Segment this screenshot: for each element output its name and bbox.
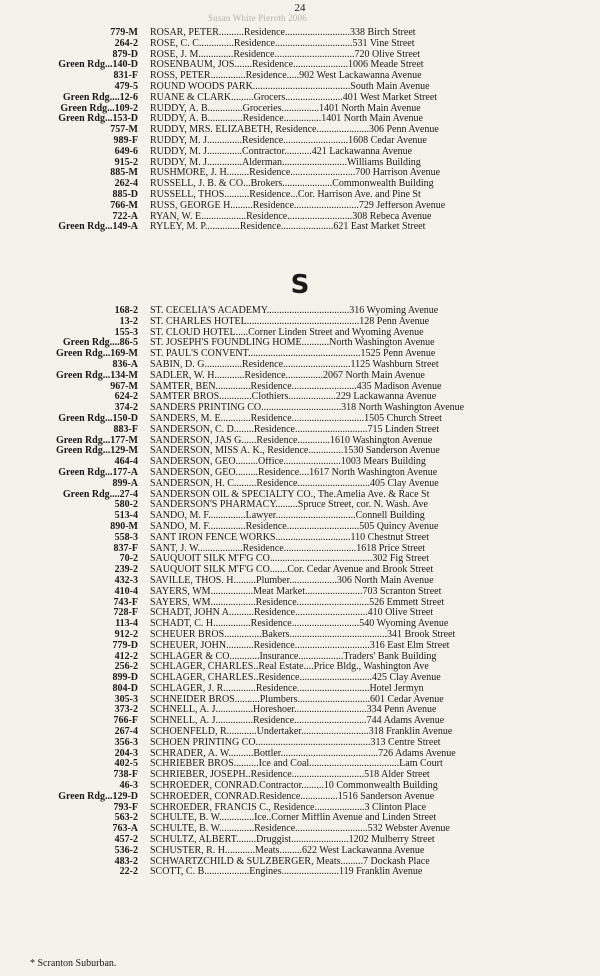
page-number: 24 <box>294 2 306 14</box>
phone-number: 204-3 <box>114 747 138 759</box>
listing-text: ROSAR, PETER..........Residence..........................338 Birch Street <box>150 28 416 38</box>
phone-number: Green Rdg...169-M <box>55 348 138 360</box>
directory-row <box>0 619 600 630</box>
listing-text: SCOTT, C. B..................Engines.......................119 Franklin Avenue <box>150 867 423 878</box>
directory-row <box>0 759 600 770</box>
phone-number: Green Rdg....27-4 <box>62 488 138 500</box>
phone-number: 155-3 <box>114 326 138 338</box>
listing-text: ST. CECELIA'S ACADEMY.................................316 Wyoming Avenue <box>150 306 439 316</box>
directory-row <box>0 576 600 587</box>
directory-row <box>0 608 600 619</box>
phone-number: 168-2 <box>114 305 138 316</box>
phone-number: 479-5 <box>114 80 138 92</box>
phone-number: 264-2 <box>114 37 138 49</box>
phone-number: 558-3 <box>114 531 138 543</box>
directory-row <box>0 641 600 652</box>
phone-number: 779-M <box>110 27 138 38</box>
directory-row <box>0 662 600 673</box>
watermark: Susan White Pieroth 2006 <box>208 13 307 23</box>
listing-text: SCHRIEBER, JOSEPH..Residence.............................518 Alder Street <box>150 770 430 781</box>
directory-row <box>0 738 600 749</box>
listing-text: SCHNELL, A. J...............Horeshoer.............................334 Penn Avenue <box>150 705 437 716</box>
listing-text: SCHEUER BROS...............Bakers.......................................341 Brook Street <box>150 629 456 640</box>
listing-text: SANDO, M. F...............Lawyer................................Connell Building <box>150 511 425 522</box>
phone-number: 738-F <box>113 769 138 781</box>
directory-row <box>0 867 600 878</box>
listing-text: SCHUSTER, R. H............Meats.........622 West Lackawanna Avenue <box>150 845 425 856</box>
phone-number: 536-2 <box>114 844 138 856</box>
directory-row <box>0 673 600 684</box>
listing-text: SAMTER, BEN..............Residence..........................435 Madison Avenue <box>150 381 442 392</box>
phone-number: 831-F <box>113 70 138 82</box>
phone-number: 804-D <box>112 682 138 694</box>
listing-text: SCHOENFELD, R............Undertaker...........................318 Franklin Avenue <box>150 727 453 738</box>
phone-number: 743-F <box>113 596 138 608</box>
directory-row <box>0 522 600 533</box>
listing-text: SANDERS PRINTING CO................................318 North Washington Avenue <box>150 403 465 414</box>
footnote: * Scranton Suburban. <box>30 958 117 969</box>
phone-number: 649-6 <box>114 145 138 157</box>
directory-row <box>0 158 600 169</box>
phone-number: 879-D <box>112 48 138 60</box>
listing-text: ROSE, J. M..............Residence................................720 Olive Street <box>150 49 420 60</box>
directory-row <box>0 479 600 490</box>
directory-row <box>0 125 600 136</box>
listing-text: SCHNELL, A. J...............Residence.............................744 Adams Avenue <box>150 716 445 727</box>
directory-row <box>0 813 600 824</box>
listing-text: RUDDY, M. J..............Contractor...........421 Lackawanna Avenue <box>150 146 413 157</box>
directory-row <box>0 349 600 360</box>
directory-r-block <box>0 28 600 233</box>
directory-row <box>0 392 600 403</box>
listing-text: SCHOEN PRINTING CO..............................................313 Centre Street <box>150 737 441 748</box>
listing-text: SCHLAGER, CHARLES..Residence.............................425 Clay Avenue <box>150 673 441 684</box>
phone-number: Green Rdg...150-D <box>58 412 138 424</box>
directory-row <box>0 749 600 760</box>
phone-number: 373-2 <box>114 704 138 716</box>
directory-s-block <box>0 306 600 878</box>
listing-text: SAUQUOIT SILK M'F'G CO.........................................302 Fig Street <box>150 554 429 565</box>
directory-row <box>0 147 600 158</box>
directory-row <box>0 803 600 814</box>
phone-number: 890-M <box>110 520 138 532</box>
listing-text: RUDDY, A. B..............Residence...............1401 North Main Avenue <box>150 114 423 125</box>
phone-number: 899-D <box>112 672 138 684</box>
phone-number: 766-F <box>113 715 138 727</box>
listing-text: SANDERSON, JAS G......Residence.............1610 Washington Avenue <box>150 435 433 446</box>
directory-row <box>0 317 600 328</box>
phone-number: 766-M <box>110 199 138 211</box>
phone-number: 885-M <box>110 167 138 179</box>
listing-text: SCHROEDER, FRANCIS C., Residence....................3 Clinton Place <box>150 802 427 813</box>
listing-text: SCHULTE, B. W..............Residence.............................532 Webster Avenue <box>150 824 450 835</box>
phone-number: 989-F <box>113 134 138 146</box>
listing-text: ROSENBAUM, JOS.......Residence......................1006 Meade Street <box>150 60 424 71</box>
listing-text: SANDERSON OIL & SPECIALTY CO., The.Amelia Ave. & Race St <box>150 489 430 500</box>
phone-number: Green Rdg...177-A <box>58 466 138 478</box>
directory-row <box>0 39 600 50</box>
listing-text: RUDDY, M. J..............Alderman..........................Williams Building <box>150 157 421 168</box>
listing-text: SCHEUER, JOHN...........Residence..............................316 East Elm Street <box>150 640 450 651</box>
listing-text: RUSS, GEORGE H.........Residence..........................729 Jefferson Avenue <box>150 200 446 211</box>
phone-number: 757-M <box>110 124 138 136</box>
directory-row <box>0 136 600 147</box>
listing-text: SAYERS, WM..................Residence.............................526 Emmett Street <box>150 597 445 608</box>
listing-text: SCHULTE, B. W..............Ice..Corner Mifflin Avenue and Linden Street <box>150 813 437 824</box>
listing-text: SANDERSON, C. D........Residence.............................715 Linden Street <box>150 424 440 435</box>
phone-number: Green Rdg....86-5 <box>62 337 138 349</box>
directory-row <box>0 382 600 393</box>
listing-text: ROSE, C. C..............Residence...............................531 Vine Street <box>150 38 415 49</box>
directory-row <box>0 695 600 706</box>
directory-row <box>0 857 600 868</box>
phone-number: 464-4 <box>114 456 138 468</box>
directory-row <box>0 222 600 233</box>
listing-text: RUSSELL, J. B. & CO...Brokers....................Commonwealth Building <box>150 179 434 190</box>
directory-row <box>0 684 600 695</box>
listing-text: SANDERSON, GEO.........Office.......................1003 Mears Building <box>150 457 426 468</box>
phone-number: 793-F <box>113 801 138 813</box>
listing-text: SCHLAGER, CHARLES..Real Estate....Price Bldg., Washington Ave <box>150 662 429 673</box>
directory-row <box>0 179 600 190</box>
listing-text: SAVILLE, THOS. H.........Plumber...................306 North Main Avenue <box>150 575 434 586</box>
listing-text: SANDO, M. F...............Residence.............................505 Quincy Avenue <box>150 521 439 532</box>
phone-number: 483-2 <box>114 855 138 867</box>
phone-number: Green Rdg...140-D <box>58 59 138 71</box>
phone-number: 402-5 <box>114 758 138 770</box>
directory-row <box>0 201 600 212</box>
phone-number: 836-A <box>112 358 138 370</box>
listing-text: SADLER, W. H............Residence...............2067 North Main Avenue <box>150 370 425 381</box>
phone-number: 457-2 <box>114 834 138 846</box>
listing-text: RYAN, W. E..................Residence..........................308 Rebeca Avenue <box>150 211 432 222</box>
phone-number: Green Rdg...149-A <box>58 221 138 233</box>
listing-text: RUANE & CLARK.........Grocers.......................401 West Market Street <box>150 92 438 103</box>
directory-row <box>0 587 600 598</box>
directory-row <box>0 565 600 576</box>
phone-number: 967-M <box>110 380 138 392</box>
directory-row <box>0 716 600 727</box>
phone-number: 410-4 <box>114 585 138 597</box>
listing-text: ST. CHARLES HOTEL.............................................128 Penn Avenue <box>150 316 430 327</box>
phone-number: 305-3 <box>114 693 138 705</box>
phone-number: 432-3 <box>114 574 138 586</box>
listing-text: SABIN, D. G...............Residence...........................1125 Washburn Street <box>150 359 439 370</box>
directory-row <box>0 554 600 565</box>
listing-text: SANT, J. W..................Residence.............................1618 Price Street <box>150 543 426 554</box>
directory-row <box>0 93 600 104</box>
phone-number: 915-2 <box>114 156 138 168</box>
phone-number: 899-A <box>112 477 138 489</box>
directory-row <box>0 598 600 609</box>
listing-text: SANDERSON, H. C.........Residence.............................405 Clay Avenue <box>150 478 439 489</box>
listing-text: RUDDY, M. J..............Residence..........................1608 Cedar Avenue <box>150 135 427 146</box>
phone-number: 374-2 <box>114 402 138 414</box>
listing-text: SCHROEDER, CONRAD.Contractor.........10 Commonwealth Building <box>150 781 438 792</box>
phone-number: Green Rdg...134-M <box>55 369 138 381</box>
listing-text: RYLEY, M. P..............Residence.....................621 East Market Street <box>150 222 426 233</box>
listing-text: RUSHMORE, J. H.........Residence..........................700 Harrison Avenue <box>150 168 441 179</box>
listing-text: ST. JOSEPH'S FOUNDLING HOME...........North Washington Avenue <box>150 338 435 349</box>
phone-number: 113-4 <box>115 618 138 630</box>
listing-text: SCHLAGER, J. R.............Residence.............................Hotel Jermyn <box>150 683 424 694</box>
phone-number: 837-F <box>113 542 138 554</box>
listing-text: SCHROEDER, CONRAD.Residence...............1516 Sanderson Avenue <box>150 791 435 802</box>
directory-row <box>0 28 600 39</box>
listing-text: SAMTER BROS.............Clothiers...................229 Lackawanna Avenue <box>150 392 437 403</box>
directory-row <box>0 446 600 457</box>
listing-text: ROUND WOODS PARK.......................................South Main Avenue <box>150 81 430 92</box>
directory-row <box>0 168 600 179</box>
directory-row <box>0 114 600 125</box>
directory-row <box>0 835 600 846</box>
listing-text: SANT IRON FENCE WORKS..............................110 Chestnut Street <box>150 532 429 543</box>
listing-text: SANDERS, M. E............Residence.............................1505 Church Street <box>150 413 442 424</box>
listing-text: ST. CLOUD HOTEL.....Corner Linden Street and Wyoming Avenue <box>150 327 424 338</box>
phone-number: Green Rdg...177-M <box>55 434 138 446</box>
directory-row <box>0 190 600 201</box>
phone-number: 46-3 <box>119 780 138 792</box>
phone-number: 912-2 <box>114 628 138 640</box>
phone-number: Green Rdg...129-D <box>58 790 138 802</box>
directory-row <box>0 770 600 781</box>
phone-number: 728-F <box>113 607 138 619</box>
phone-number: 356-3 <box>114 736 138 748</box>
listing-text: SCHRADER, A. W..........Bottler.......................................726 Adams Avenue <box>150 748 456 759</box>
phone-number: 779-D <box>112 639 138 651</box>
listing-text: SCHADT, C. H...............Residence...........................540 Wyoming Avenue <box>150 619 449 630</box>
directory-row <box>0 500 600 511</box>
listing-text: RUDDY, MRS. ELIZABETH, Residence.....................306 Penn Avenue <box>150 125 439 136</box>
listing-text: SCHADT, JOHN A..........Residence.............................410 Olive Street <box>150 608 434 619</box>
listing-text: SCHRIEBER BROS..........Ice and Coal....................................Lam Court <box>150 759 443 770</box>
phone-number: 763-A <box>112 823 138 835</box>
phone-number: 256-2 <box>114 661 138 673</box>
listing-text: SCHNEIDER BROS..........Plumbers.............................601 Cedar Avenue <box>150 694 444 705</box>
phone-number: Green Rdg...129-M <box>55 445 138 457</box>
phone-number: 267-4 <box>114 726 138 738</box>
listing-text: SANDERSON, MISS A. K., Residence..............1530 Sanderson Avenue <box>150 446 440 457</box>
directory-row <box>0 71 600 82</box>
listing-text: RUSSELL, THOS..........Residence...Cor. Harrison Ave. and Pine St <box>150 189 421 200</box>
directory-row <box>0 705 600 716</box>
listing-text: RUDDY, A. B..............Groceries...............1401 North Main Avenue <box>150 103 421 114</box>
directory-row <box>0 414 600 425</box>
phone-number: 580-2 <box>114 499 138 511</box>
directory-row <box>0 727 600 738</box>
phone-number: Green Rdg...153-D <box>58 113 138 125</box>
phone-number: 412-2 <box>114 650 138 662</box>
directory-row <box>0 533 600 544</box>
listing-text: SANDERSON'S PHARMACY.........Spruce Street, cor. N. Wash. Ave <box>150 500 428 511</box>
phone-number: 22-2 <box>119 866 138 878</box>
phone-number: 513-4 <box>114 510 138 522</box>
listing-text: SCHWARTZCHILD & SULZBERGER, Meats.........7 Dockash Place <box>150 856 430 867</box>
phone-number: 262-4 <box>114 178 138 190</box>
directory-row <box>0 652 600 663</box>
phone-number: Green Rdg....12-6 <box>62 91 138 103</box>
listing-text: ROSS, PETER..............Residence.....902 West Lackawanna Avenue <box>150 71 422 82</box>
directory-row <box>0 630 600 641</box>
section-letter: S <box>290 270 310 300</box>
directory-row <box>0 306 600 317</box>
phone-number: 624-2 <box>114 391 138 403</box>
phone-number: 70-2 <box>119 553 138 565</box>
listing-text: SANDERSON, GEO.........Residence....1617 North Washington Avenue <box>150 467 438 478</box>
phone-number: 563-2 <box>114 812 138 824</box>
phone-number: 883-F <box>113 423 138 435</box>
directory-row <box>0 468 600 479</box>
phone-number: 885-D <box>112 188 138 200</box>
listing-text: SCHLAGER & CO............Insurance..................Traders' Bank Building <box>150 651 437 662</box>
directory-row <box>0 425 600 436</box>
directory-row <box>0 846 600 857</box>
phone-number: 722-A <box>112 210 138 222</box>
directory-row <box>0 544 600 555</box>
directory-row <box>0 511 600 522</box>
listing-text: SAYERS, WM.................Meat Market.......................703 Scranton Street <box>150 586 442 597</box>
phone-number: 13-2 <box>119 315 138 327</box>
listing-text: SCHULTZ, ALBERT........Druggist.......................1202 Mulberry Street <box>150 835 435 846</box>
listing-text: ST. PAUL'S CONVENT.............................................1525 Penn Avenue <box>150 349 436 360</box>
directory-row <box>0 371 600 382</box>
directory-row <box>0 60 600 71</box>
phone-number: Green Rdg...109-2 <box>60 102 138 114</box>
directory-row <box>0 792 600 803</box>
directory-row <box>0 824 600 835</box>
directory-row <box>0 490 600 501</box>
listing-text: SAUQUOIT SILK M'F'G CO.......Cor. Cedar Avenue and Brook Street <box>150 565 434 576</box>
phone-number: 239-2 <box>114 564 138 576</box>
